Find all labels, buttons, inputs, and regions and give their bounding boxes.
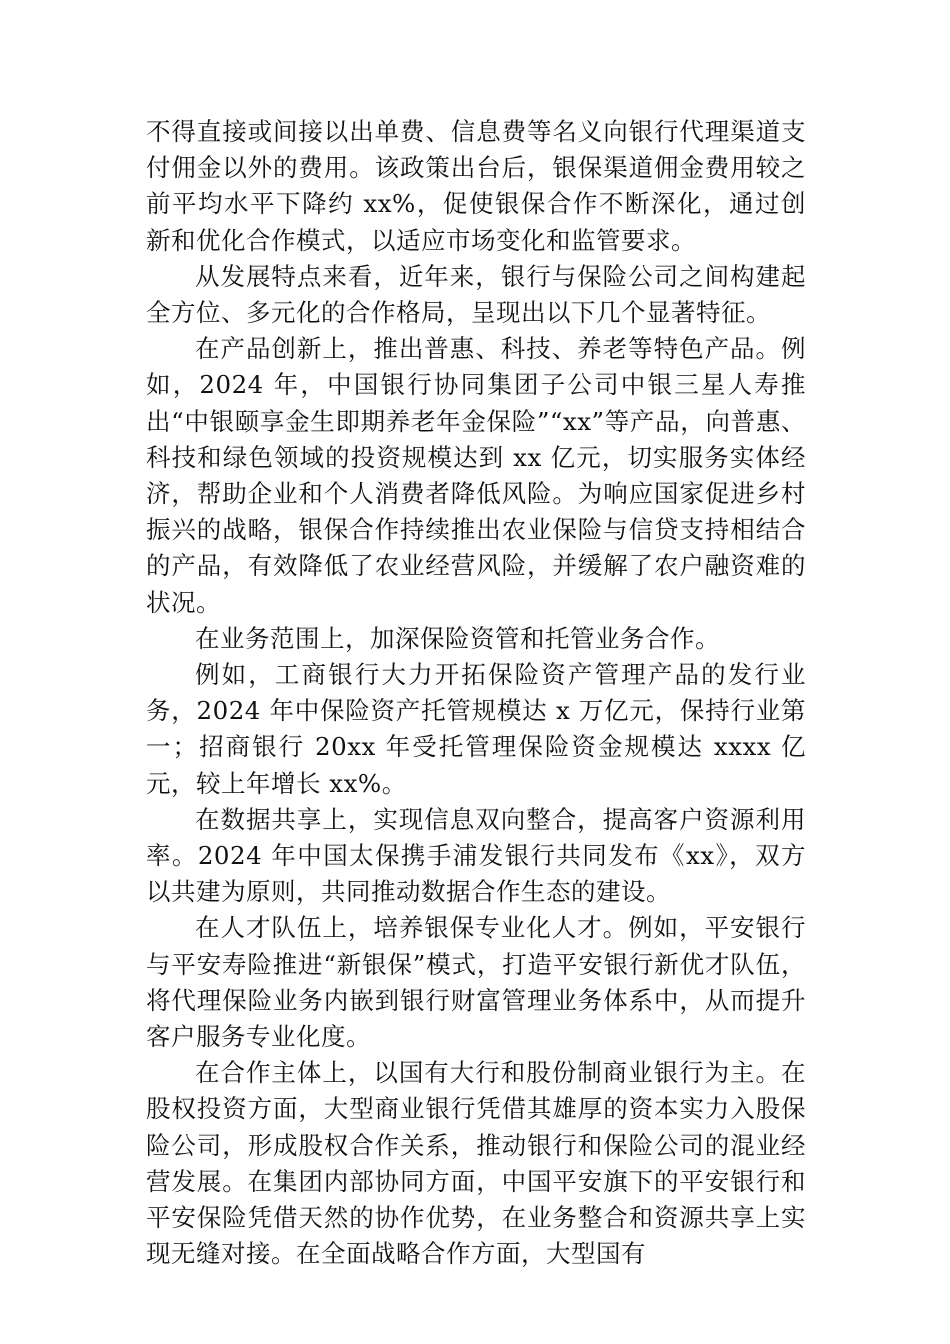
paragraph-5: 例如，工商银行大力开拓保险资产管理产品的发行业务，2024 年中保险资产托管规模达 x 万亿元，保持行业第一；招商银行 20xx 年受托管理保险资金规模达 xxxx 亿元，较上年增长 xx%。 <box>146 660 806 798</box>
paragraph-1: 不得直接或间接以出单费、信息费等名义向银行代理渠道支付佣金以外的费用。该政策出台后，银保渠道佣金费用较之前平均水平下降约 xx%，促使银保合作不断深化，通过创新和优化合作模式，以适应市场变化和监管要求。 <box>146 117 806 255</box>
paragraph-2: 从发展特点来看，近年来，银行与保险公司之间构建起全方位、多元化的合作格局，呈现出以下几个显著特征。 <box>146 261 806 328</box>
paragraph-6: 在数据共享上，实现信息双向整合，提高客户资源利用率。2024 年中国太保携手浦发银行共同发布《xx》，双方以共建为原则，共同推动数据合作生态的建设。 <box>146 804 806 907</box>
document-body <box>146 114 806 1273</box>
paragraph-3: 在产品创新上，推出普惠、科技、养老等特色产品。例如，2024 年，中国银行协同集团子公司中银三星人寿推出“中银颐享金生即期养老年金保险”“xx”等产品，向普惠、科技和绿色领域的投资规模达到 xx 亿元，切实服务实体经济，帮助企业和个人消费者降低风险。为响应国家促进乡村振兴的战略，银保合作持续推出农业保险与信贷支持相结合的产品，有效降低了农业经营风险，并缓解了农户融资难的状况。 <box>146 334 806 617</box>
paragraph-7: 在人才队伍上，培养银保专业化人才。例如，平安银行与平安寿险推进“新银保”模式，打造平安银行新优才队伍，将代理保险业务内嵌到银行财富管理业务体系中，从而提升客户服务专业化度。 <box>146 913 806 1052</box>
paragraph-4: 在业务范围上，加深保险资管和托管业务合作。 <box>195 623 720 653</box>
paragraph-8: 在合作主体上，以国有大行和股份制商业银行为主。在股权投资方面，大型商业银行凭借其雄厚的资本实力入股保险公司，形成股权合作关系，推动银行和保险公司的混业经营发展。在集团内部协同方面，中国平安旗下的平安银行和平安保险凭借天然的协作优势，在业务整合和资源共享上实现无缝对接。在全面战略合作方面，大型国有 <box>146 1058 806 1269</box>
